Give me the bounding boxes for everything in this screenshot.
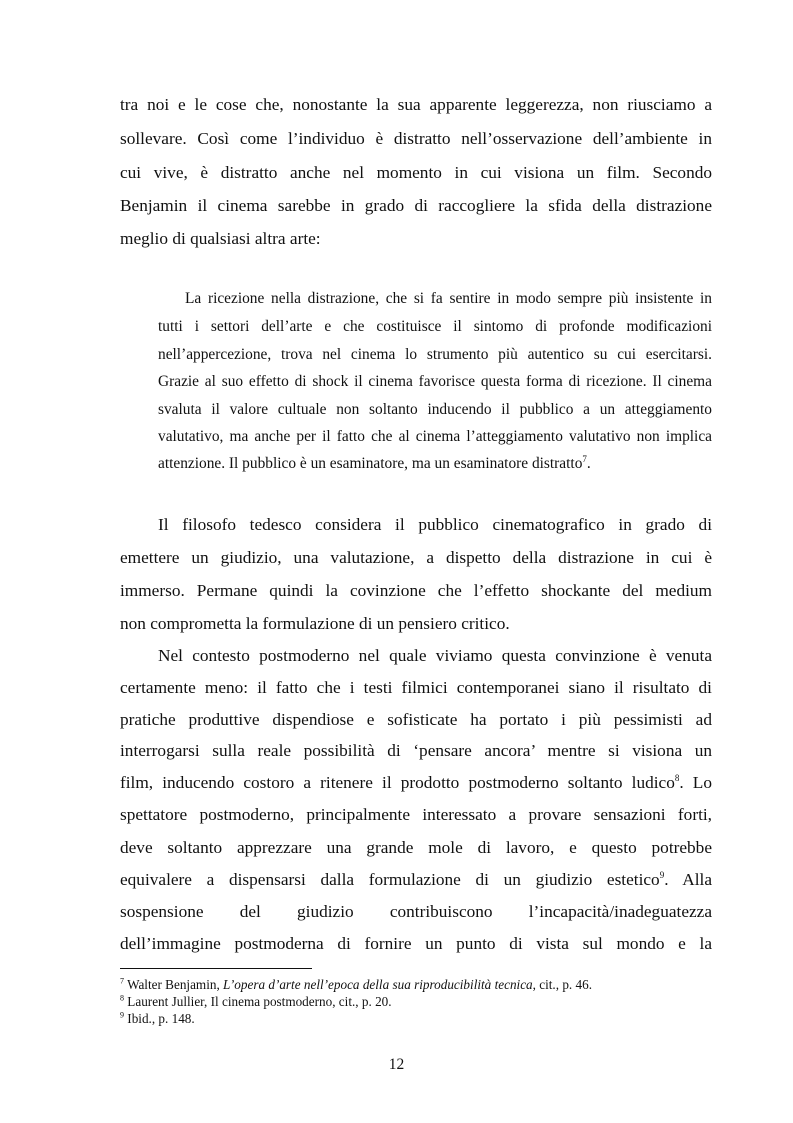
body-line: dell’immagine postmoderna di fornire un punto di vista sul mondo e la xyxy=(120,934,712,953)
quote-line: Grazie al suo effetto di shock il cinema favorisce questa forma di ricezione. Il cinema xyxy=(158,373,712,390)
quote-line: nell’appercezione, trova nel cinema lo strumento più autentico su cui esercitarsi. xyxy=(158,346,712,363)
body-line: sospensione del giudizio contribuiscono l’incapacità/inadeguatezza xyxy=(120,902,712,921)
footnote-ref: 9 xyxy=(659,870,665,881)
footnote-7: $^7$ Walter Benjamin, L’opera d’arte nell’epoca della sua riproducibilità tecnica, cit., p. 46. xyxy=(120,976,592,992)
footnote-ref: 8 xyxy=(674,773,680,784)
body-line: emettere un giudizio, una valutazione, a dispetto della distrazione in cui è xyxy=(120,548,712,567)
quote-line: svaluta il valore cultuale non soltanto inducendo il pubblico a un atteggiamento xyxy=(158,401,712,418)
body-line: spettatore postmoderno, principalmente interessato a provare sensazioni forti, xyxy=(120,805,712,824)
body-line: immerso. Permane quindi la covinzione che l’effetto shockante del medium xyxy=(120,581,712,600)
page-number: 12 xyxy=(388,1056,405,1073)
body-line: Benjamin il cinema sarebbe in grado di raccogliere la sfida della distrazione xyxy=(120,196,712,215)
body-line: meglio di qualsiasi altra arte: xyxy=(120,229,321,248)
footnote-8: $^8$ Laurent Jullier, Il cinema postmoderno, cit., p. 20. xyxy=(120,993,392,1009)
body-line: sollevare. Così come l’individuo è distratto nell’osservazione dell’ambiente in xyxy=(120,129,712,148)
body-line: Il filosofo tedesco considera il pubblico cinematografico in grado di xyxy=(158,515,712,534)
body-line-with-ref: equivalere a dispensarsi dalla formulazione di un giudizio estetico$^9$. Alla xyxy=(120,870,712,889)
body-line: Nel contesto postmoderno nel quale viviamo questa convinzione è venuta xyxy=(158,646,712,665)
body-line: non comprometta la formulazione di un pensiero critico. xyxy=(120,614,510,633)
quote-line: valutativo, ma anche per il fatto che al cinema l’atteggiamento valutativo non implica xyxy=(158,428,712,445)
body-line: pratiche produttive dispendiose e sofisticate ha portato i più pessimisti ad xyxy=(120,710,712,729)
footnote-ref: 7 xyxy=(582,453,587,464)
body-line-with-ref: film, inducendo costoro a ritenere il prodotto postmoderno soltanto ludico$^8$. Lo xyxy=(120,773,712,792)
quote-line: tutti i settori dell’arte e che costituisce il sintomo di profonde modificazioni xyxy=(158,318,712,335)
quote-line-last: attenzione. Il pubblico è un esaminatore, ma un esaminatore distratto$^7$. xyxy=(158,453,591,472)
body-line: interrogarsi sulla reale possibilità di ‘pensare ancora’ mentre si visiona un xyxy=(120,741,712,760)
body-line: deve soltanto apprezzare una grande mole di lavoro, e questo potrebbe xyxy=(120,838,712,857)
body-line: tra noi e le cose che, nonostante la sua apparente leggerezza, non riusciamo a xyxy=(120,95,712,114)
body-line: cui vive, è distratto anche nel momento in cui visiona un film. Secondo xyxy=(120,163,712,182)
footnote-9: $^9$ Ibid., p. 148. xyxy=(120,1010,195,1026)
body-line: certamente meno: il fatto che i testi filmici contemporanei siano il risultato di xyxy=(120,678,712,697)
quote-line: La ricezione nella distrazione, che si fa sentire in modo sempre più insistente in xyxy=(185,290,712,307)
footnote-separator xyxy=(120,968,312,969)
